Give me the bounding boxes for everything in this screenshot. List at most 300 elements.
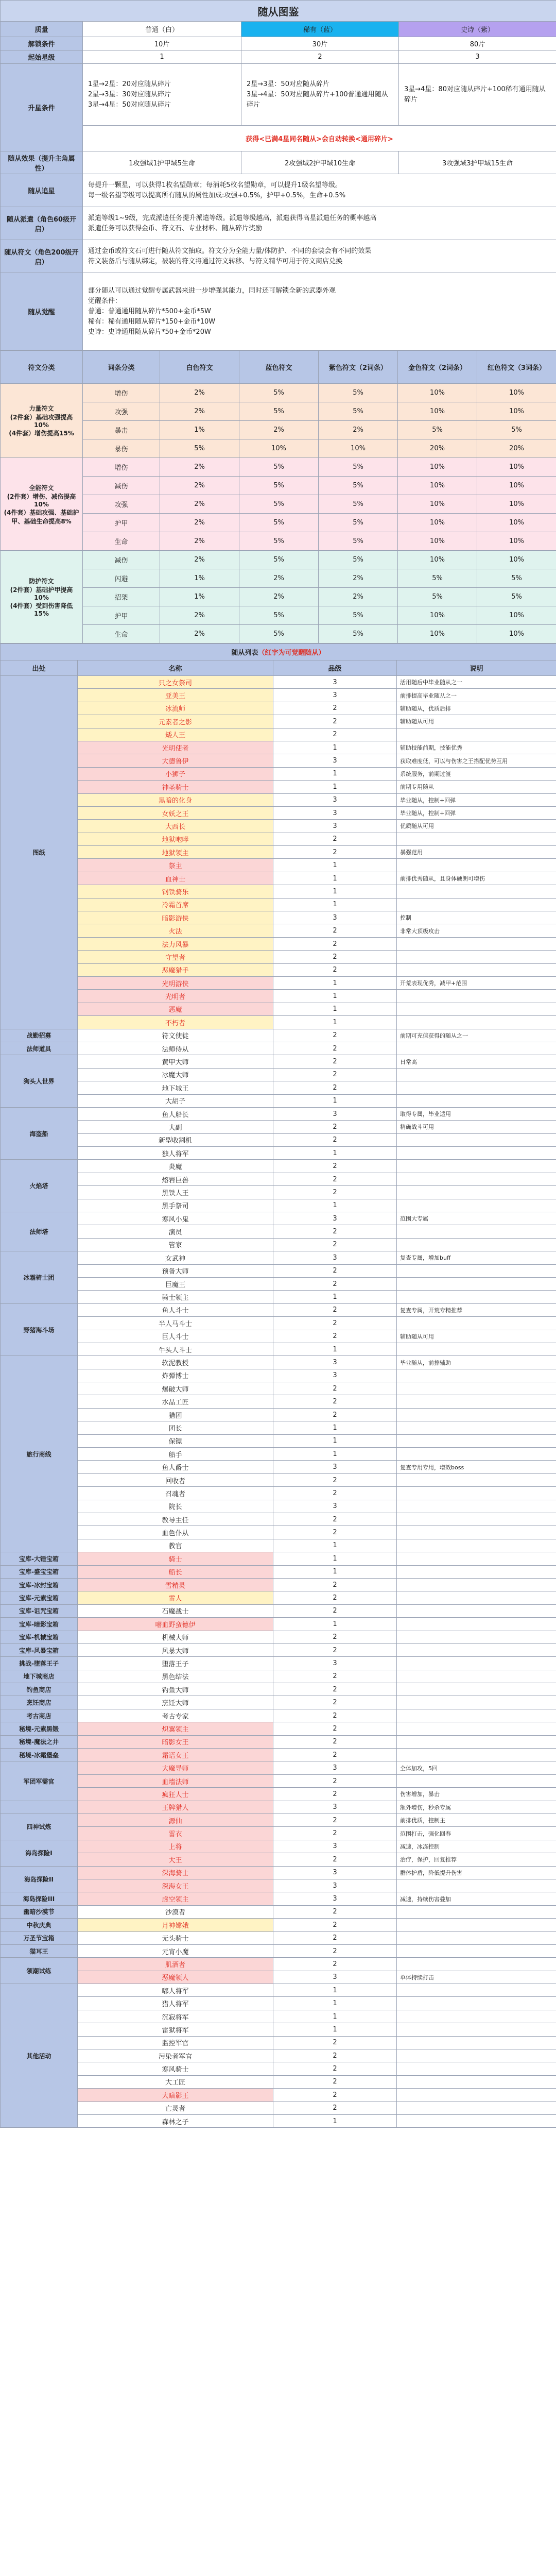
table-row [1,1840,556,1853]
rune-value: 20% [477,439,556,458]
rune-value: 10% [398,458,477,477]
source-cell: 海岛探险II [1,1866,78,1892]
companion-name: 恶魔 [78,1003,273,1015]
table-row [1,1788,556,1801]
companion-grade: 1 [273,741,397,754]
source-cell: 图纸 [1,676,78,1029]
table-row [1,1369,556,1382]
rune-value: 10% [398,477,477,495]
companion-name: 保镖 [78,1434,273,1447]
companion-grade: 2 [273,1473,397,1486]
table-row [1,1866,556,1879]
companion-desc [397,1264,556,1277]
companion-name: 大胡子 [78,1094,273,1107]
table-row [1,1997,556,2010]
companion-desc [397,1421,556,1434]
table-row [1,1814,556,1826]
companion-name: 大魔导师 [78,1761,273,1774]
companion-name: 半人马斗士 [78,1317,273,1330]
table-row [1,898,556,911]
companion-grade: 2 [273,1186,397,1199]
companion-name: 炽翼领主 [78,1722,273,1735]
companion-desc [397,1591,556,1604]
table-row [1,1657,556,1670]
companion-name: 光明游侠 [78,976,273,989]
companion-grade: 2 [273,2102,397,2114]
companion-grade: 1 [273,1343,397,1355]
companion-desc: 毕业随从，控制+回弹 [397,806,556,819]
companion-grade: 2 [273,963,397,976]
table-row [1,872,556,885]
companion-desc [397,1291,556,1303]
companion-grade: 2 [273,1408,397,1421]
table-row [1,1016,556,1029]
table-row [1,833,556,845]
table-row [1,715,556,728]
companion-name: 钓鱼大师 [78,1683,273,1696]
companion-desc [397,1003,556,1015]
companion-grade: 2 [273,2062,397,2075]
companion-desc [397,1473,556,1486]
table-row [1,1696,556,1709]
companion-name: 寒风骑士 [78,2062,273,2075]
companion-name: 雷狱将军 [78,2023,273,2036]
table-row [1,1473,556,1486]
source-cell: 海盗船 [1,1107,78,1160]
table-row [1,1487,556,1500]
companion-grade: 1 [273,1539,397,1552]
shard-val: 30片 [241,37,399,50]
companion-name: 钢铁骑乐 [78,885,273,898]
table-row [1,1774,556,1787]
companion-name: 鱼人船长 [78,1107,273,1120]
companion-desc [397,2049,556,2062]
companion-name: 元宵小魔 [78,1944,273,1957]
companion-grade: 2 [273,1526,397,1539]
table-row [1,1042,556,1055]
list-title-cell [1,644,556,660]
companion-name: 源仙 [78,1814,273,1826]
source-cell: 钓鱼商店 [1,1683,78,1696]
source-cell: 秘境-魔法之井 [1,1735,78,1748]
table-row [1,1905,556,1918]
table-row [1,1749,556,1761]
list-title: 随从列表 [231,649,258,657]
table-row [1,924,556,937]
companion-grade: 2 [273,702,397,715]
bonus-val: 3攻强域3护甲域15生命 [399,151,556,174]
companion-desc [397,1879,556,1892]
table-row [1,781,556,793]
companion-name: 法师侍从 [78,1042,273,1055]
companion-name: 预备大师 [78,1264,273,1277]
companion-desc [397,1448,556,1461]
table-row [1,2049,556,2062]
companion-desc [397,1042,556,1055]
table-row [1,741,556,754]
rune-value: 5% [319,477,398,495]
table-row [1,1578,556,1591]
companion-name: 元素者之影 [78,715,273,728]
companion-name: 霜语女王 [78,1749,273,1761]
rune-value: 5% [160,439,239,458]
companion-name: 院长 [78,1500,273,1513]
companion-desc: 复查专用专用，增效boss [397,1461,556,1473]
rune-value: 2% [160,532,239,551]
companion-grade: 2 [273,846,397,859]
companion-grade: 3 [273,793,397,806]
companion-grade: 2 [273,1905,397,1918]
rune-value: 2% [160,384,239,402]
companion-grade: 3 [273,911,397,924]
rune-value: 1% [160,588,239,606]
source-cell: 宝库-大锤宝箱 [1,1552,78,1565]
companion-grade: 1 [273,1618,397,1631]
table-row [1,793,556,806]
companion-grade: 2 [273,1788,397,1801]
companion-name: 机械大师 [78,1631,273,1643]
table-row [1,702,556,715]
rune-value: 5% [239,532,319,551]
companion-desc [397,1225,556,1238]
companion-grade: 1 [273,1199,397,1212]
rune-value: 5% [319,402,398,421]
companion-name: 矮人王 [78,728,273,741]
rune-value: 2% [160,495,239,514]
companion-desc [397,833,556,845]
rune-value: 5% [239,384,319,402]
table-row [1,1147,556,1160]
table-row [1,1958,556,1971]
table-row [1,1971,556,1984]
table-row [1,1448,556,1461]
companion-desc [397,1735,556,1748]
companion-name: 大工匠 [78,2075,273,2088]
companion-name: 暗影女王 [78,1735,273,1748]
table-row [1,1513,556,1526]
companion-desc [397,1160,556,1173]
companion-grade: 2 [273,1068,397,1081]
table-row [1,1356,556,1369]
companion-grade: 2 [273,1643,397,1656]
rune-value: 2% [319,569,398,588]
rune-header: 蓝色符文 [239,351,319,384]
companion-grade: 2 [273,1735,397,1748]
companion-grade: 3 [273,806,397,819]
companion-name: 神圣骑士 [78,781,273,793]
companion-grade: 2 [273,2075,397,2088]
table-row [1,2023,556,2036]
table-row [1,2062,556,2075]
star-label: 起始星级 [1,50,83,64]
companion-grade: 1 [273,1434,397,1447]
companion-desc [397,1618,556,1631]
companion-name: 冷霜首席 [78,898,273,911]
rune-label: 随从符文（角色200级开启） [1,240,83,273]
source-cell: 火焰塔 [1,1160,78,1212]
rune-value: 2% [239,569,319,588]
companion-name: 软泥教授 [78,1356,273,1369]
rune-value: 5% [398,569,477,588]
companion-desc [397,1944,556,1957]
companion-desc: 辅助随从可用 [397,1330,556,1343]
companion-name: 监控军官 [78,2036,273,2049]
table-row [1,2075,556,2088]
companion-name: 水晶工匠 [78,1395,273,1408]
companion-desc: 单体持续打击 [397,1971,556,1984]
table-row [1,1382,556,1395]
upgrade-label: 升星条件 [1,64,83,151]
table-row [1,1526,556,1539]
companion-desc: 毕业随从，控制+回弹 [397,793,556,806]
companion-desc: 日常高 [397,1055,556,1068]
shard-val: 10片 [83,37,241,50]
companion-grade: 2 [273,1382,397,1395]
table-row [1,1003,556,1015]
upgrade-note: 获得<已满4星同名随从>会自动转换<通用碎片> [83,126,556,151]
list-header: 名称 [78,660,273,676]
rune-value: 2% [160,514,239,532]
companion-name: 黑手祭司 [78,1199,273,1212]
source-cell: 其他活动 [1,1984,78,2128]
rune-value: 2% [239,421,319,439]
companion-name: 虚空领主 [78,1892,273,1905]
rune-attr: 增伤 [83,458,160,477]
companion-grade: 2 [273,1395,397,1408]
table-row [1,1552,556,1565]
companion-name: 新型收割机 [78,1133,273,1146]
rune-attr: 攻强 [83,495,160,514]
companion-grade: 1 [273,898,397,911]
table-row [1,806,556,819]
rune-attr: 招架 [83,588,160,606]
companion-grade: 3 [273,689,397,702]
companion-grade: 2 [273,937,397,950]
rune-value: 10% [398,625,477,643]
rune-value: 5% [239,625,319,643]
table-row [1,1186,556,1199]
companion-grade: 3 [273,1356,397,1369]
list-subtitle: （红字为可觉醒随从） [258,649,325,657]
rune-attr: 攻强 [83,402,160,421]
rune-attr: 减伤 [83,551,160,569]
companion-grade: 1 [273,1291,397,1303]
table-row [1,1434,556,1447]
rune-value: 5% [319,625,398,643]
companion-desc [397,1500,556,1513]
companion-name: 冰魔大师 [78,1068,273,1081]
table-row [1,1133,556,1146]
source-cell: 四神试炼 [1,1814,78,1840]
rune-value: 2% [160,625,239,643]
companion-grade: 2 [273,1827,397,1840]
companion-name: 森林之子 [78,2114,273,2127]
companion-grade: 2 [273,2036,397,2049]
companion-desc [397,1317,556,1330]
source-cell: 烹饪商店 [1,1696,78,1709]
companion-name: 雷人 [78,1591,273,1604]
companion-desc [397,1199,556,1212]
companion-desc [397,2023,556,2036]
companion-desc: 辅助随从可用 [397,715,556,728]
source-cell: 海岛探险III [1,1892,78,1905]
table-row [1,2102,556,2114]
companion-desc [397,1343,556,1355]
companion-name: 大西长 [78,820,273,833]
companion-desc: 全体加攻，5回 [397,1761,556,1774]
companion-name: 堕落王子 [78,1657,273,1670]
table-row [1,1631,556,1643]
list-header: 品级 [273,660,397,676]
source-cell: 中秋庆典 [1,1919,78,1931]
companion-grade: 2 [273,1931,397,1944]
companion-name: 血墙法师 [78,1774,273,1787]
companion-grade: 2 [273,1317,397,1330]
rune-value: 5% [477,588,556,606]
companion-name: 管家 [78,1238,273,1251]
rune-attr: 暴伤 [83,439,160,458]
companion-name: 地狱领主 [78,846,273,859]
companion-grade: 2 [273,1160,397,1173]
table-row [1,911,556,924]
companion-desc [397,1395,556,1408]
table-row [1,1173,556,1185]
table-row [1,859,556,872]
rune-group-name: 防护符文 (2件套）基础护甲提高10% (4件套）受到伤害降低15% [1,551,83,643]
rune-value: 10% [398,514,477,532]
rune-text: 通过金币或符文石可进行随从符文抽取。符文分为全能力量/体防护、不同的套装会有不同的效果 符文装备后与随从绑定，被装的符文将通过符文转移、与符文精华可用于符文商店兑换 [83,240,556,273]
companion-desc [397,1643,556,1656]
companion-name: 炸弹博士 [78,1369,273,1382]
companion-grade: 1 [273,1094,397,1107]
companion-desc: 范围打击，强化回春 [397,1827,556,1840]
companion-desc [397,2036,556,2049]
companion-name: 小狮子 [78,767,273,780]
companion-desc [397,1081,556,1094]
companion-name: 召魂者 [78,1487,273,1500]
companion-grade: 2 [273,1853,397,1866]
companion-desc [397,1749,556,1761]
table-row [1,1604,556,1617]
companion-grade: 2 [273,1225,397,1238]
companion-desc [397,2114,556,2127]
table-row [1,1395,556,1408]
companion-grade: 2 [273,833,397,845]
rune-value: 20% [398,439,477,458]
companion-name: 船手 [78,1448,273,1461]
companion-grade: 2 [273,1774,397,1787]
companion-grade: 2 [273,1029,397,1042]
rune-value: 10% [477,402,556,421]
companion-name: 光明使者 [78,741,273,754]
table-row [1,1931,556,1944]
companion-desc [397,1238,556,1251]
companion-desc: 精确战斗可用 [397,1121,556,1133]
rune-value: 10% [398,551,477,569]
upgrade-val: 1星→2星：20对应随从碎片 2星→3星：30对应随从碎片 3星→4星：50对应随从碎片 [83,64,241,126]
table-row [1,1081,556,1094]
table-row [1,1029,556,1042]
rune-value: 10% [398,384,477,402]
rune-value: 5% [239,402,319,421]
companion-desc [397,2010,556,2023]
companion-desc [397,1526,556,1539]
quality-label: 质量 [1,22,83,37]
companion-name: 嘟人将军 [78,1984,273,1997]
companion-desc: 群体护盾，降低提升伤害 [397,1866,556,1879]
companion-grade: 2 [273,1173,397,1185]
table-row [1,1709,556,1722]
rune-value: 5% [477,421,556,439]
companion-desc [397,1578,556,1591]
companion-grade: 3 [273,1251,397,1264]
companion-grade: 2 [273,1709,397,1722]
companion-desc [397,1434,556,1447]
list-header: 出处 [1,660,78,676]
companion-grade: 2 [273,1133,397,1146]
companion-name: 烹饪大师 [78,1696,273,1709]
rune-header: 词条分类 [83,351,160,384]
source-cell: 幽暗沙漠节 [1,1905,78,1918]
companion-grade: 2 [273,1238,397,1251]
rune-attr: 闪避 [83,569,160,588]
table-row [1,937,556,950]
companion-grade: 1 [273,1421,397,1434]
companion-name: 只之女祭司 [78,676,273,689]
table-row [1,1827,556,1840]
table-row [1,1277,556,1290]
companion-desc [397,1722,556,1735]
rune-value: 5% [239,551,319,569]
companion-name: 风暴大师 [78,1643,273,1656]
companion-desc [397,1696,556,1709]
companion-desc: 获取难度低，可以与伤害之王搭配优势互用 [397,754,556,767]
source-cell: 地下城商店 [1,1670,78,1683]
shard-label: 解锁条件 [1,37,83,50]
companion-grade: 3 [273,820,397,833]
companion-name: 月神嫦娥 [78,1919,273,1931]
companion-name: 祭主 [78,859,273,872]
table-row [1,1121,556,1133]
companion-grade: 2 [273,1330,397,1343]
exp-text: 每提升一颗星，可以获得1枚名望勋章；每消耗5枚名望勋章，可以提升1级名望等级。 每一级名望等级可以提高所有随从的属性加成:攻强+0.5%，护甲+0.5%，生命+0.5% [83,174,556,207]
companion-name: 鱼人斗士 [78,1303,273,1316]
companion-grade: 3 [273,1866,397,1879]
table-row [1,951,556,963]
companion-name: 熔岩巨兽 [78,1173,273,1185]
rune-value: 5% [398,588,477,606]
companion-desc: 开荒表现优秀，减甲+范围 [397,976,556,989]
companion-grade: 2 [273,1081,397,1094]
companion-desc: 辅助随从，优质后排 [397,702,556,715]
companion-desc [397,2075,556,2088]
companion-grade: 1 [273,2010,397,2023]
rune-value: 10% [477,551,556,569]
companion-name: 沉寂将军 [78,2010,273,2023]
companion-desc [397,1277,556,1290]
table-row [1,1291,556,1303]
rune-value: 10% [477,532,556,551]
rune-value: 5% [239,458,319,477]
companion-name: 大副 [78,1121,273,1133]
companion-name: 大德鲁伊 [78,754,273,767]
companion-desc: 系统服务，前期过渡 [397,767,556,780]
companion-grade: 1 [273,1997,397,2010]
companion-name: 无头骑士 [78,1931,273,1944]
companion-grade: 3 [273,1971,397,1984]
companion-desc [397,2089,556,2102]
rune-value: 10% [398,402,477,421]
